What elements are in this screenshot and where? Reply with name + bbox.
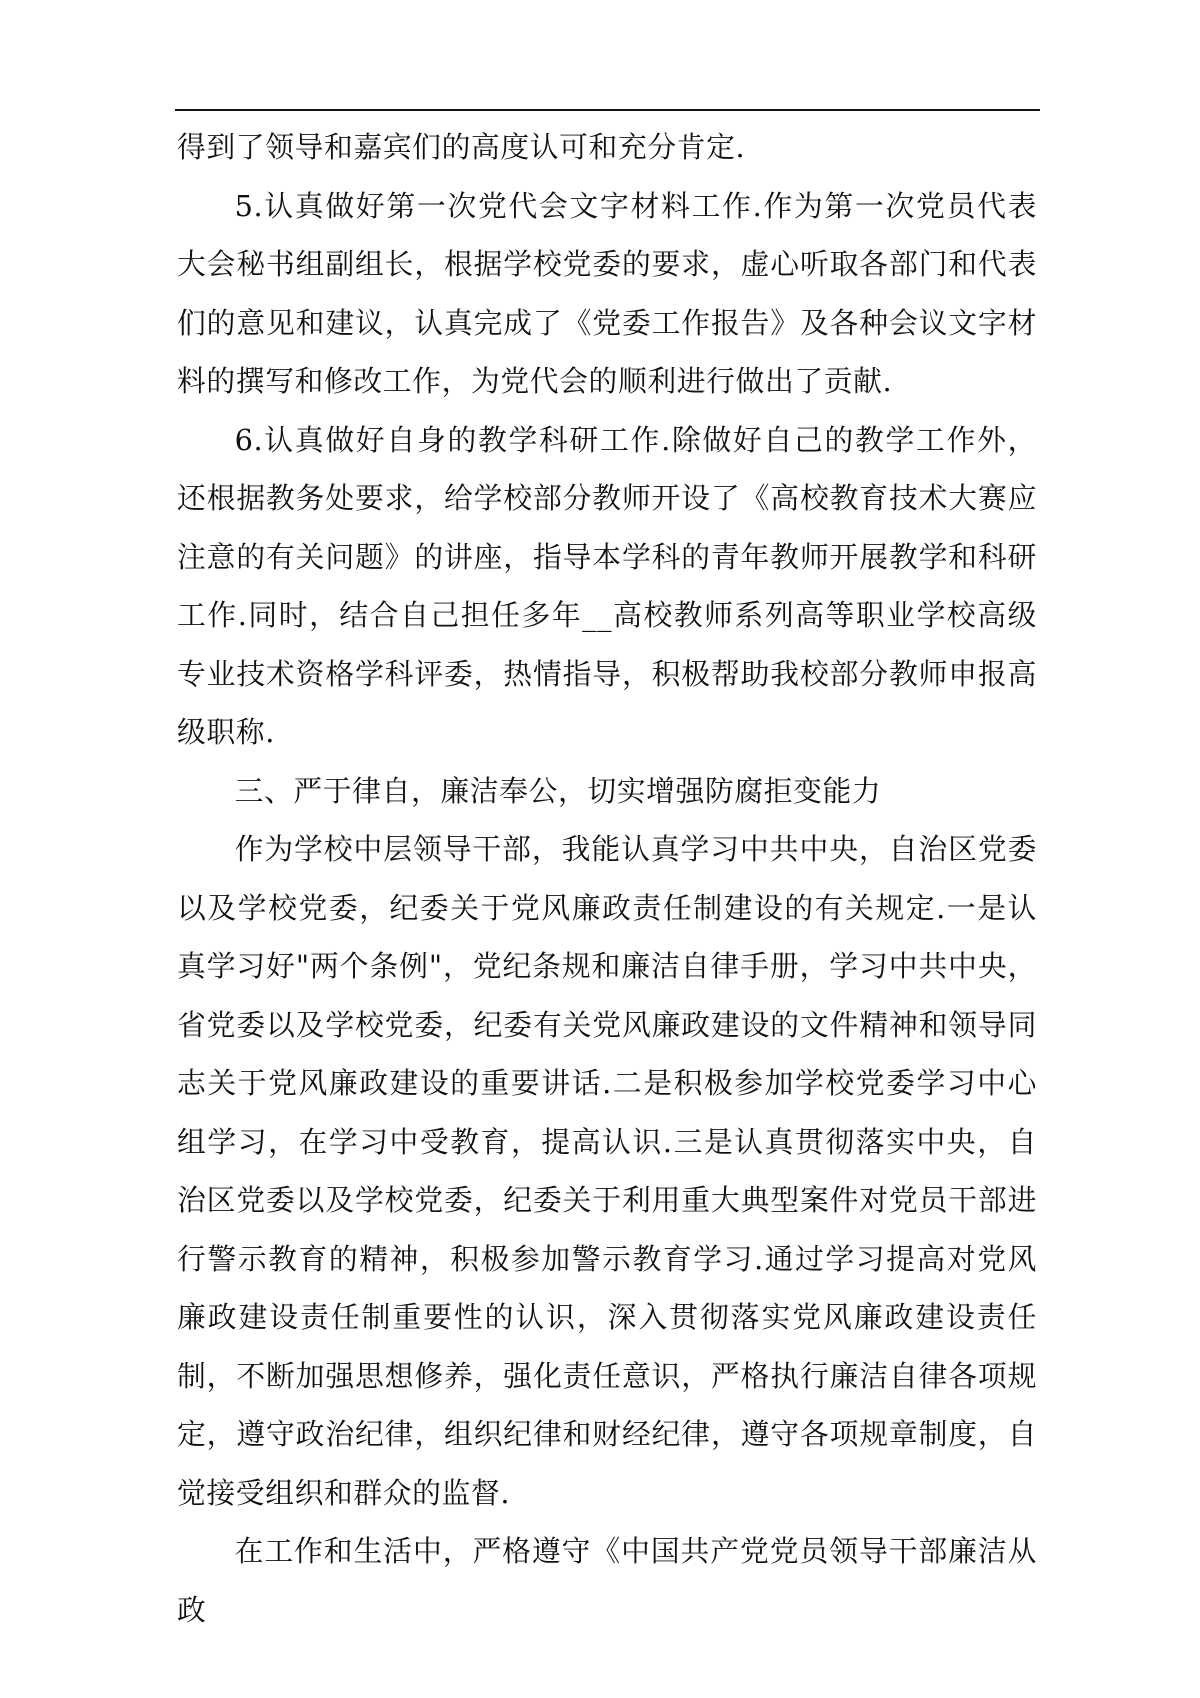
paragraph-item-6: 6.认真做好自身的教学科研工作.除做好自己的教学工作外，还根据教务处要求，给学校部分教师开设了《高校教育技术大赛应注意的有关问题》的讲座，指导本学科的青年教师开展教学和科研工作.同时，结合自己担任多年__高校教师系列高等职业学校高级专业技术资格学科评委，热情指导，积极帮助我校部分教师申报高级职称.: [177, 422, 1037, 749]
paragraph-continuation: 得到了领导和嘉宾们的高度认可和充分肯定.: [177, 130, 746, 164]
paragraph-item-5: 5.认真做好第一次党代会文字材料工作.作为第一次党员代表大会秘书组副组长，根据学校党委的要求，虚心听取各部门和代表们的意见和建议，认真完成了《党委工作报告》及各种会议文字材料的撰写和修改工作，为党代会的顺利进行做出了贡献.: [177, 188, 1037, 398]
section-heading-3: 三、严于律自，廉洁奉公，切实增强防腐拒变能力: [234, 773, 882, 808]
document-body: [177, 118, 1037, 1639]
paragraph-integrity-study: 作为学校中层领导干部，我能认真学习中共中央，自治区党委以及学校党委，纪委关于党风廉政责任制建设的有关规定.一是认真学习好"两个条例"，党纪条规和廉洁自律手册，学习中共中央，省党委以及学校党委，纪委有关党风廉政建设的文件精神和领导同志关于党风廉政建设的重要讲话.二是积极参加学校党委学习中心组学习，在学习中受教育，提高认识.三是认真贯彻落实中央，自治区党委以及学校党委，纪委关于利用重大典型案件对党员干部进行警示教育的精神，积极参加警示教育学习.通过学习提高对党风廉政建设责任制重要性的认识，深入贯彻落实党风廉政建设责任制，不断加强思想修养，强化责任意识，严格执行廉洁自律各项规定，遵守政治纪律，组织纪律和财经纪律，遵守各项规章制度，自觉接受组织和群众的监督.: [177, 832, 1037, 1510]
paragraph-work-and-life: 在工作和生活中，严格遵守《中国共产党党员领导干部廉洁从政: [177, 1534, 1037, 1627]
header-rule: [175, 109, 1040, 111]
